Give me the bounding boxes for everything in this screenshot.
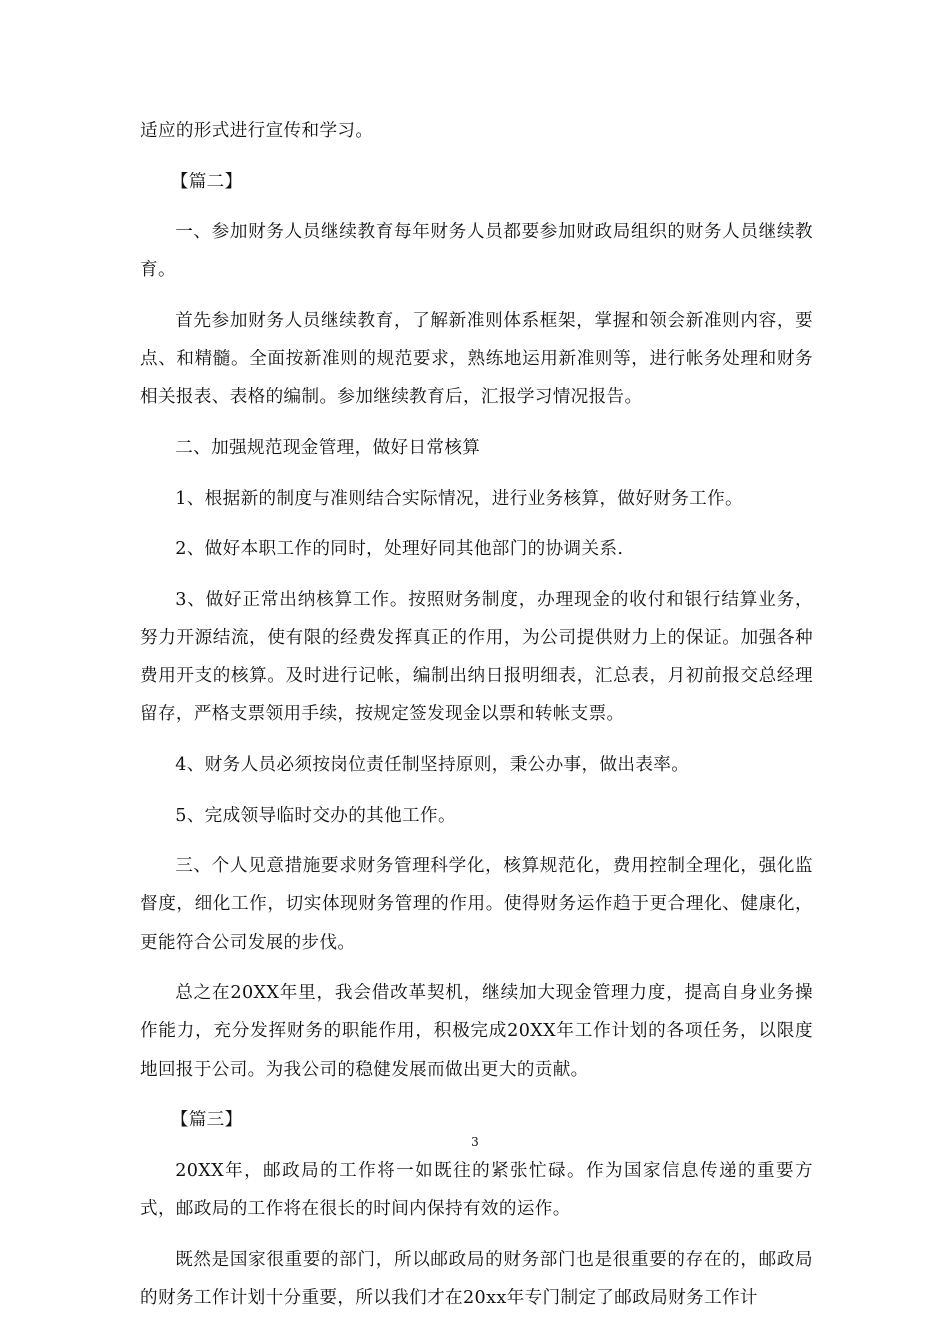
paragraph-personal-suggestions: 三、个人见意措施要求财务管理科学化，核算规范化，费用控制全理化，强化监督度，细化工作，切实体现财务管理的作用。使得财务运作趋于更合理化、健康化，更能符合公司发展的步伐。	[140, 856, 813, 953]
paragraph-continuing-education: 一、参加财务人员继续教育每年财务人员都要参加财政局组织的财务人员继续教育。	[140, 222, 813, 281]
paragraph-continuation: 适应的形式进行宣传和学习。	[140, 121, 374, 141]
list-item-1: 1、根据新的制度与准则结合实际情况，进行业务核算，做好财务工作。	[175, 488, 743, 509]
section-heading-part-two: 【篇二】	[170, 171, 243, 192]
paragraph-post-office-intro: 20XX年，邮政局的工作将一如既往的紧张忙碌。作为国家信息传递的重要方式，邮政局的工作将在很长的时间内保持有效的运作。	[140, 1160, 813, 1219]
list-item-3: 3、做好正常出纳核算工作。按照财务制度，办理现金的收付和银行结算业务，努力开源结流，使有限的经费发挥真正的作用，为公司提供财力上的保证。加强各种费用开支的核算。及时进行记帐，编制出纳日报明细表，汇总表，月初前报交总经理留存，严格支票领用手续，按规定签发现金以票和转帐支票。	[140, 589, 813, 725]
paragraph-cash-management-heading: 二、加强规范现金管理，做好日常核算	[175, 437, 481, 458]
list-item-2: 2、做好本职工作的同时，处理好同其他部门的协调关系.	[175, 539, 624, 560]
paragraph-summary: 总之在20XX年里，我会借改革契机，继续加大现金管理力度，提高自身业务操作能力，充分发挥财务的职能作用，积极完成20XX年工作计划的各项任务，以限度地回报于公司。为我公司的稳健发展而做出更大的贡献。	[140, 983, 813, 1080]
section-heading-part-three: 【篇三】	[170, 1110, 243, 1131]
paragraph-new-standards: 首先参加财务人员继续教育，了解新准则体系框架，掌握和领会新准则内容，要点、和精髓。全面按新准则的规范要求，熟练地运用新准则等，进行帐务处理和财务相关报表、表格的编制。参加继续教育后，汇报学习情况报告。	[140, 310, 813, 408]
page-number: 3	[471, 1135, 479, 1149]
list-item-4: 4、财务人员必须按岗位责任制坚持原则，秉公办事，做出表率。	[175, 754, 690, 775]
list-item-5: 5、完成领导临时交办的其他工作。	[175, 805, 456, 826]
paragraph-post-office-finance: 既然是国家很重要的部门，所以邮政局的财务部门也是很重要的存在的，邮政局的财务工作计划十分重要，所以我们才在20xx年专门制定了邮政局财务工作计	[140, 1249, 813, 1308]
